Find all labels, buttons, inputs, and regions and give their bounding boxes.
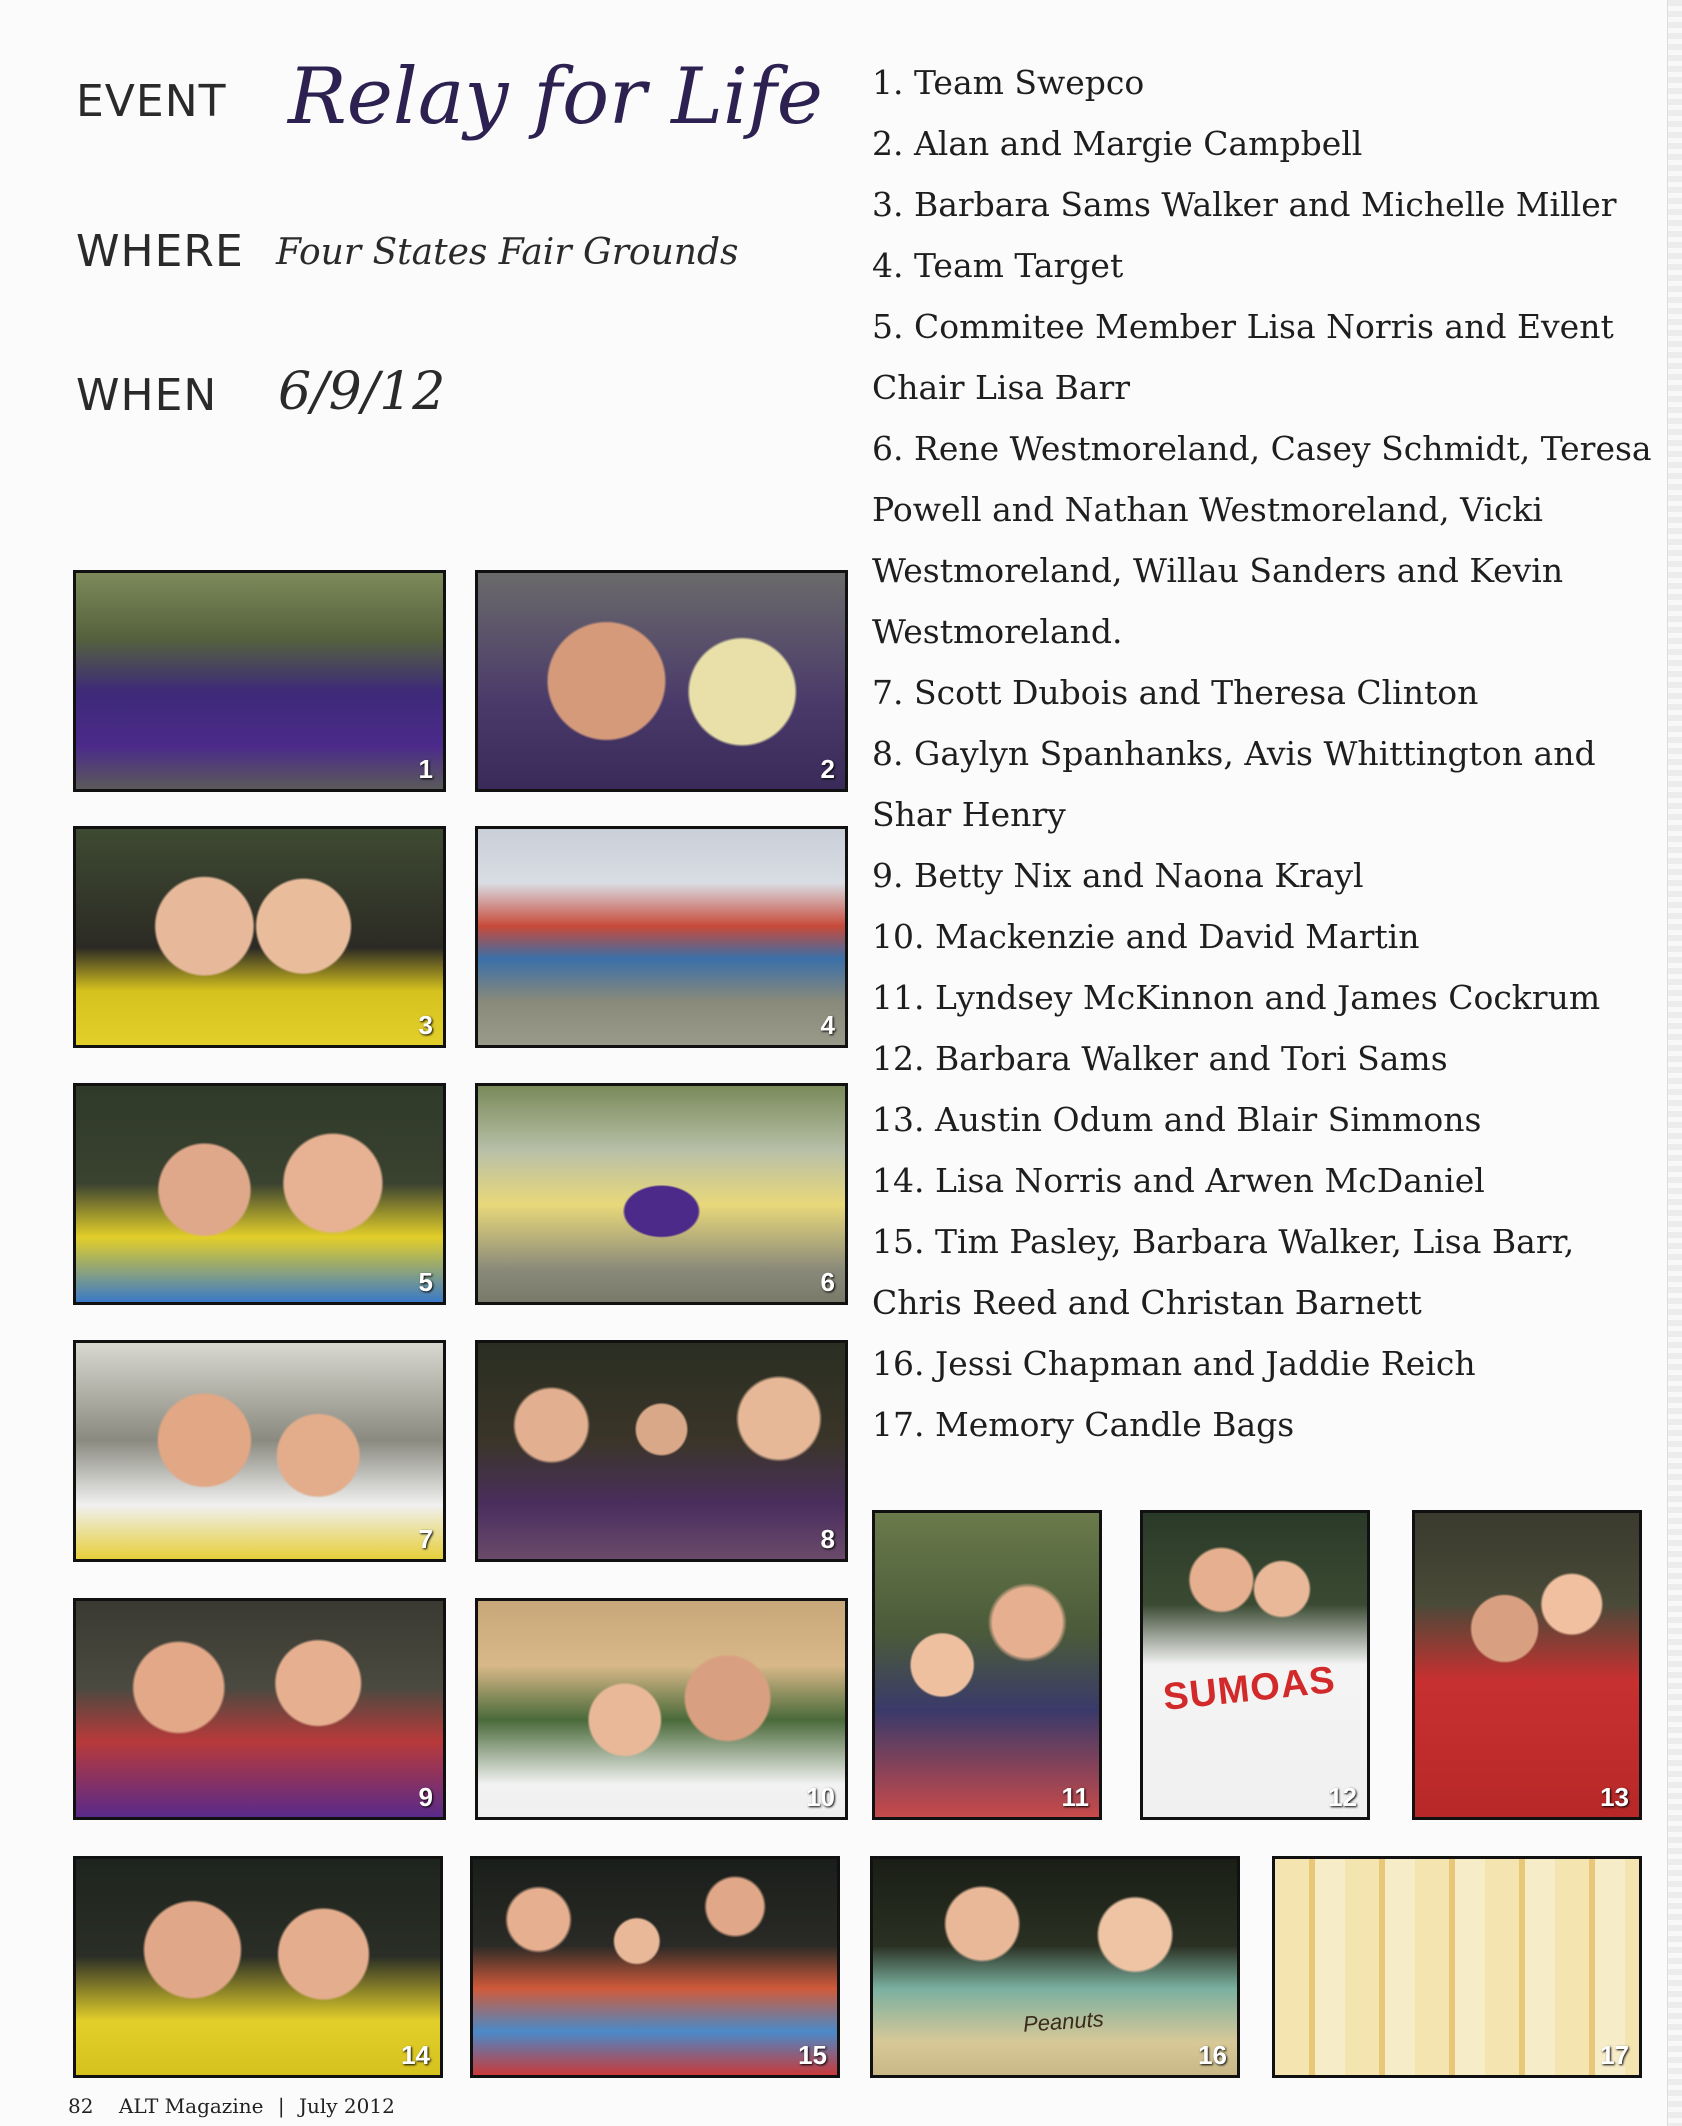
magazine-name: ALT Magazine xyxy=(118,2094,264,2118)
issue-date: July 2012 xyxy=(298,2094,395,2118)
photo-17 xyxy=(1272,1856,1642,2078)
event-location: Four States Fair Grounds xyxy=(276,232,739,273)
caption-2: 2. Alan and Margie Campbell xyxy=(872,124,1363,163)
footer-separator: | xyxy=(277,2094,285,2118)
caption-15: 15. Tim Pasley, Barbara Walker, Lisa Barr, Chris Reed and Christan Barnett xyxy=(872,1222,1575,1322)
photo-8 xyxy=(475,1340,848,1562)
photo-number: 6 xyxy=(820,1267,835,1297)
event-name: Relay for Life xyxy=(288,52,823,142)
caption-16: 16. Jessi Chapman and Jaddie Reich xyxy=(872,1344,1476,1383)
photo-number: 3 xyxy=(418,1010,433,1040)
photo-3 xyxy=(73,826,446,1048)
photo-13 xyxy=(1412,1510,1642,1820)
photo-number: 17 xyxy=(1600,2040,1629,2070)
page-number: 82 xyxy=(68,2094,94,2118)
photo-number: 13 xyxy=(1600,1782,1629,1812)
photo-number: 4 xyxy=(820,1010,835,1040)
caption-14: 14. Lisa Norris and Arwen McDaniel xyxy=(872,1161,1485,1200)
photo-10 xyxy=(475,1598,848,1820)
photo-number: 16 xyxy=(1198,2040,1227,2070)
photo-number: 2 xyxy=(820,754,835,784)
photo-14 xyxy=(73,1856,443,2078)
page-footer xyxy=(68,2094,395,2118)
photo-7 xyxy=(73,1340,446,1562)
photo-number: 10 xyxy=(806,1782,835,1812)
caption-4: 4. Team Target xyxy=(872,246,1124,285)
photo-16 xyxy=(870,1856,1240,2078)
photo-12 xyxy=(1140,1510,1370,1820)
photo-number: 11 xyxy=(1061,1782,1089,1812)
photo-11 xyxy=(872,1510,1102,1820)
caption-6: 6. Rene Westmoreland, Casey Schmidt, Teresa Powell and Nathan Westmoreland, Vicki Westmoreland, Willau Sanders and Kevin Westmoreland. xyxy=(872,429,1652,651)
caption-17: 17. Memory Candle Bags xyxy=(872,1405,1295,1444)
photo-number: 12 xyxy=(1328,1782,1357,1812)
caption-8: 8. Gaylyn Spanhanks, Avis Whittington and Shar Henry xyxy=(872,734,1596,834)
when-label: WHEN xyxy=(76,370,218,421)
event-date: 6/9/12 xyxy=(278,362,446,422)
torn-page-edge xyxy=(1667,0,1682,2126)
caption-1: 1. Team Swepco xyxy=(872,63,1145,102)
photo-number: 15 xyxy=(798,2040,827,2070)
photo-number: 5 xyxy=(418,1267,433,1297)
caption-5: 5. Commitee Member Lisa Norris and Event Chair Lisa Barr xyxy=(872,307,1614,407)
photo-captions xyxy=(872,52,1662,1455)
caption-9: 9. Betty Nix and Naona Krayl xyxy=(872,856,1364,895)
sumoas-sign-text: SUMOAS xyxy=(1161,1659,1338,1719)
photo-15 xyxy=(470,1856,840,2078)
photo-number: 1 xyxy=(418,754,433,784)
photo-5 xyxy=(73,1083,446,1305)
photo-9 xyxy=(73,1598,446,1820)
photo-number: 14 xyxy=(401,2040,430,2070)
photo-1 xyxy=(73,570,446,792)
peanuts-sign-text: Peanuts xyxy=(1022,2006,1105,2037)
where-label: WHERE xyxy=(76,226,244,277)
photo-number: 9 xyxy=(418,1782,433,1812)
photo-2 xyxy=(475,570,848,792)
photo-number: 7 xyxy=(418,1524,433,1554)
photo-number: 8 xyxy=(820,1524,835,1554)
caption-13: 13. Austin Odum and Blair Simmons xyxy=(872,1100,1482,1139)
caption-10: 10. Mackenzie and David Martin xyxy=(872,917,1420,956)
caption-7: 7. Scott Dubois and Theresa Clinton xyxy=(872,673,1479,712)
caption-12: 12. Barbara Walker and Tori Sams xyxy=(872,1039,1448,1078)
event-label: EVENT xyxy=(76,76,227,127)
caption-11: 11. Lyndsey McKinnon and James Cockrum xyxy=(872,978,1601,1017)
photo-6 xyxy=(475,1083,848,1305)
photo-4 xyxy=(475,826,848,1048)
caption-3: 3. Barbara Sams Walker and Michelle Miller xyxy=(872,185,1617,224)
